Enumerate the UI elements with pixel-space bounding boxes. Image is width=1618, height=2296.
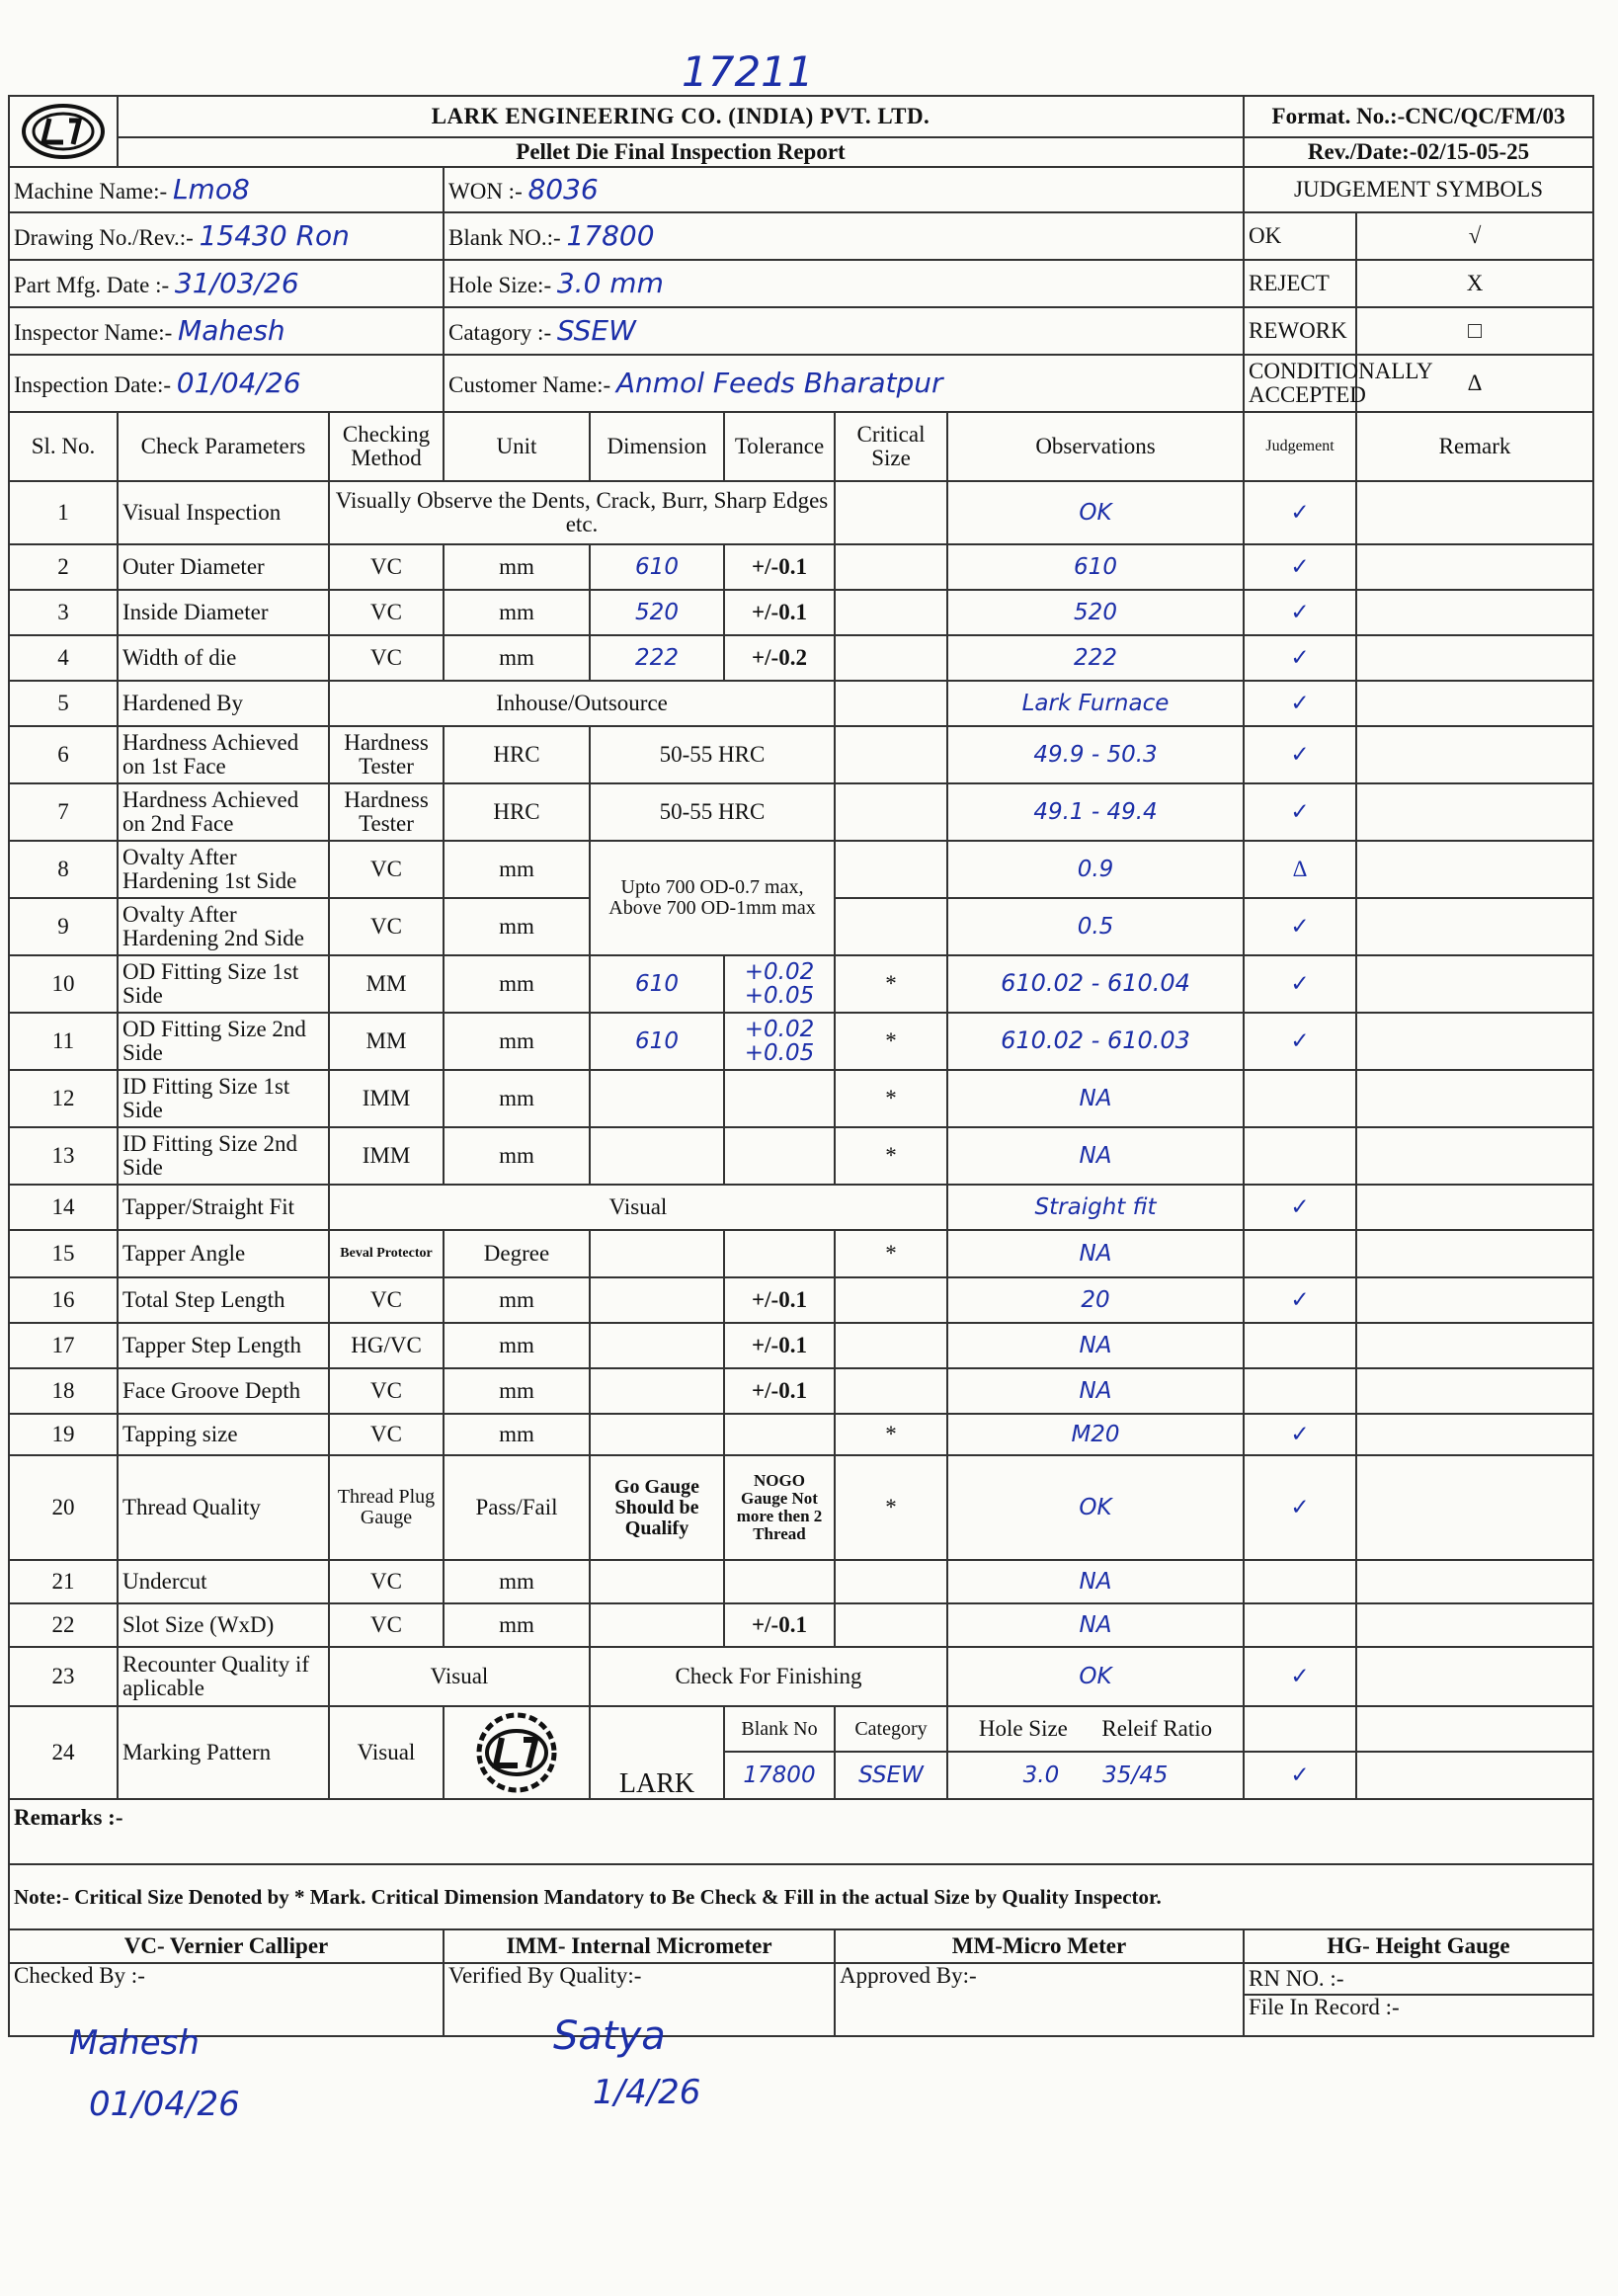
observation: NA bbox=[947, 1603, 1244, 1647]
judgement-mark: ✓ bbox=[1244, 1277, 1356, 1323]
dimension: Go Gauge Should be Qualify bbox=[590, 1455, 724, 1560]
check-parameter: Tapping size bbox=[118, 1414, 329, 1455]
row-number: 9 bbox=[9, 898, 118, 955]
ovalty-tolerance: Upto 700 OD-0.7 max, Above 700 OD-1mm max bbox=[590, 841, 835, 955]
revision-date: Rev./Date:-02/15-05-25 bbox=[1244, 137, 1593, 167]
unit: Pass/Fail bbox=[444, 1455, 590, 1560]
col-remark: Remark bbox=[1356, 412, 1593, 481]
table-row bbox=[9, 1277, 1593, 1323]
row-number: 18 bbox=[9, 1368, 118, 1414]
legend-imm: IMM- Internal Micrometer bbox=[444, 1929, 835, 1963]
row-number: 12 bbox=[9, 1070, 118, 1127]
check-parameter: OD Fitting Size 1st Side bbox=[118, 955, 329, 1013]
unit: mm bbox=[444, 590, 590, 635]
judgement-mark: ✓ bbox=[1244, 1752, 1356, 1799]
col-critical-size: Critical Size bbox=[835, 412, 947, 481]
symbol-rework-square: □ bbox=[1356, 307, 1593, 355]
table-row bbox=[9, 726, 1593, 783]
row-number: 13 bbox=[9, 1127, 118, 1185]
unit: mm bbox=[444, 841, 590, 898]
judgement-mark: ✓ bbox=[1244, 955, 1356, 1013]
observation: Straight fit bbox=[947, 1185, 1244, 1230]
observation: 610 bbox=[947, 544, 1244, 590]
company-logo bbox=[9, 96, 118, 167]
tolerance: +/-0.1 bbox=[724, 1323, 835, 1368]
table-row bbox=[9, 1185, 1593, 1230]
judgement-mark: ✓ bbox=[1244, 1647, 1356, 1706]
row-number: 14 bbox=[9, 1185, 118, 1230]
marking-category-header: Category bbox=[835, 1706, 947, 1752]
observation: 0.9 bbox=[947, 841, 1244, 898]
symbol-conditional-label: CONDITIONALLY ACCEPTED bbox=[1244, 355, 1356, 412]
marking-category-value: SSEW bbox=[835, 1752, 947, 1799]
inspector-name-field: Inspector Name:- Mahesh bbox=[9, 307, 444, 355]
critical-mark: * bbox=[835, 1230, 947, 1277]
dimension: 610 bbox=[590, 544, 724, 590]
row-number: 5 bbox=[9, 681, 118, 726]
file-in-record-label: File In Record :- bbox=[1244, 1995, 1593, 2036]
check-parameter: Inside Diameter bbox=[118, 590, 329, 635]
checking-method: MM bbox=[329, 955, 444, 1013]
unit: mm bbox=[444, 1323, 590, 1368]
marking-blank-value: 17800 bbox=[724, 1752, 835, 1799]
marking-lark-text: LARK bbox=[590, 1706, 724, 1799]
tolerance: +/-0.2 bbox=[724, 635, 835, 681]
table-row bbox=[9, 1647, 1593, 1706]
machine-name-field: Machine Name:- Lmo8 bbox=[9, 167, 444, 212]
table-row bbox=[9, 1706, 1593, 1752]
checking-method: IMM bbox=[329, 1127, 444, 1185]
table-row bbox=[9, 841, 1593, 898]
symbol-ok-label: OK bbox=[1244, 212, 1356, 260]
check-parameter: Tapper Angle bbox=[118, 1230, 329, 1277]
col-check-parameters: Check Parameters bbox=[118, 412, 329, 481]
judgement-mark: ✓ bbox=[1244, 898, 1356, 955]
table-row bbox=[9, 1455, 1593, 1560]
observation: NA bbox=[947, 1230, 1244, 1277]
table-row bbox=[9, 1560, 1593, 1603]
unit: mm bbox=[444, 1070, 590, 1127]
row-number: 3 bbox=[9, 590, 118, 635]
observation: NA bbox=[947, 1127, 1244, 1185]
company-name: LARK ENGINEERING CO. (INDIA) PVT. LTD. bbox=[118, 96, 1244, 137]
unit: mm bbox=[444, 1368, 590, 1414]
critical-mark: * bbox=[835, 955, 947, 1013]
inspection-date-field: Inspection Date:- 01/04/26 bbox=[9, 355, 444, 412]
checking-method: Beval Protector bbox=[329, 1230, 444, 1277]
observation: 0.5 bbox=[947, 898, 1244, 955]
col-checking-method: Checking Method bbox=[329, 412, 444, 481]
marking-blank-header: Blank No bbox=[724, 1706, 835, 1752]
blank-number-field: Blank NO.:- 17800 bbox=[444, 212, 1244, 260]
check-parameter: Total Step Length bbox=[118, 1277, 329, 1323]
unit: mm bbox=[444, 1414, 590, 1455]
row-number: 2 bbox=[9, 544, 118, 590]
unit: mm bbox=[444, 1603, 590, 1647]
checked-by-label: Checked By :- bbox=[9, 1963, 444, 2036]
judgement-mark: ✓ bbox=[1244, 681, 1356, 726]
check-parameter: Tapper/Straight Fit bbox=[118, 1185, 329, 1230]
judgement-mark: Δ bbox=[1244, 841, 1356, 898]
row-number: 7 bbox=[9, 783, 118, 841]
table-row bbox=[9, 1070, 1593, 1127]
check-parameter: ID Fitting Size 1st Side bbox=[118, 1070, 329, 1127]
critical-mark: * bbox=[835, 1013, 947, 1070]
checking-method: VC bbox=[329, 635, 444, 681]
category-field: Catagory :- SSEW bbox=[444, 307, 1244, 355]
judgement-mark: ✓ bbox=[1244, 726, 1356, 783]
unit: mm bbox=[444, 1013, 590, 1070]
table-row bbox=[9, 635, 1593, 681]
unit: HRC bbox=[444, 726, 590, 783]
judgement-mark: ✓ bbox=[1244, 1185, 1356, 1230]
note-text: Note:- Critical Size Denoted by * Mark. Critical Dimension Mandatory to Be Check & Fill in the actual Size by Quality Inspector. bbox=[9, 1864, 1593, 1929]
checking-method: VC bbox=[329, 841, 444, 898]
symbol-conditional-delta: Δ bbox=[1356, 355, 1593, 412]
checking-method: VC bbox=[329, 898, 444, 955]
row-number: 8 bbox=[9, 841, 118, 898]
checking-method: VC bbox=[329, 544, 444, 590]
table-row bbox=[9, 955, 1593, 1013]
handwritten-serial-number: 17211 bbox=[682, 47, 814, 96]
table-row bbox=[9, 681, 1593, 726]
checking-method: VC bbox=[329, 590, 444, 635]
judgement-mark: ✓ bbox=[1244, 1414, 1356, 1455]
judgement-mark: ✓ bbox=[1244, 544, 1356, 590]
checking-method: Thread Plug Gauge bbox=[329, 1455, 444, 1560]
check-parameter: Undercut bbox=[118, 1560, 329, 1603]
judgement-mark: ✓ bbox=[1244, 1455, 1356, 1560]
checked-by-signature: Mahesh bbox=[69, 2023, 200, 2063]
check-parameter: Marking Pattern bbox=[118, 1706, 329, 1799]
customer-name-field: Customer Name:- Anmol Feeds Bharatpur bbox=[444, 355, 1244, 412]
row-number: 1 bbox=[9, 481, 118, 544]
col-observations: Observations bbox=[947, 412, 1244, 481]
row-number: 4 bbox=[9, 635, 118, 681]
checking-method: Hardness Tester bbox=[329, 726, 444, 783]
row-number: 23 bbox=[9, 1647, 118, 1706]
observation: 49.9 - 50.3 bbox=[947, 726, 1244, 783]
judgement-mark: ✓ bbox=[1244, 1013, 1356, 1070]
inspection-form-table bbox=[8, 95, 1594, 2037]
tolerance: NOGO Gauge Not more then 2 Thread bbox=[724, 1455, 835, 1560]
checking-method: Visual bbox=[329, 1647, 590, 1706]
unit: Degree bbox=[444, 1230, 590, 1277]
legend-hg: HG- Height Gauge bbox=[1244, 1929, 1593, 1963]
check-description: Visual bbox=[329, 1185, 947, 1230]
tolerance: +/-0.1 bbox=[724, 1368, 835, 1414]
table-row bbox=[9, 481, 1593, 544]
won-field: WON :- 8036 bbox=[444, 167, 1244, 212]
unit: HRC bbox=[444, 783, 590, 841]
tolerance: +/-0.1 bbox=[724, 544, 835, 590]
col-dimension: Dimension bbox=[590, 412, 724, 481]
observation: NA bbox=[947, 1070, 1244, 1127]
observation: 520 bbox=[947, 590, 1244, 635]
check-parameter: Visual Inspection bbox=[118, 481, 329, 544]
unit: mm bbox=[444, 1560, 590, 1603]
col-tolerance: Tolerance bbox=[724, 412, 835, 481]
check-parameter: Hardened By bbox=[118, 681, 329, 726]
row-number: 10 bbox=[9, 955, 118, 1013]
row-number: 20 bbox=[9, 1455, 118, 1560]
table-row bbox=[9, 1414, 1593, 1455]
checking-method: Hardness Tester bbox=[329, 783, 444, 841]
observation: Lark Furnace bbox=[947, 681, 1244, 726]
check-parameter: OD Fitting Size 2nd Side bbox=[118, 1013, 329, 1070]
verified-by-label: Verified By Quality:- bbox=[444, 1963, 835, 2036]
tolerance: +/-0.1 bbox=[724, 1603, 835, 1647]
tolerance: +0.02 +0.05 bbox=[724, 1013, 835, 1070]
symbol-ok-check: √ bbox=[1356, 212, 1593, 260]
critical-mark: * bbox=[835, 1455, 947, 1560]
judgement-mark: ✓ bbox=[1244, 481, 1356, 544]
table-row bbox=[9, 1603, 1593, 1647]
table-row bbox=[9, 1013, 1593, 1070]
observation: 222 bbox=[947, 635, 1244, 681]
checking-method: HG/VC bbox=[329, 1323, 444, 1368]
table-row bbox=[9, 1230, 1593, 1277]
verified-by-date: 1/4/26 bbox=[593, 2073, 701, 2112]
checking-method: IMM bbox=[329, 1070, 444, 1127]
symbol-reject-label: REJECT bbox=[1244, 260, 1356, 307]
checking-method: VC bbox=[329, 1414, 444, 1455]
col-unit: Unit bbox=[444, 412, 590, 481]
report-title: Pellet Die Final Inspection Report bbox=[118, 137, 1244, 167]
check-parameter: Face Groove Depth bbox=[118, 1368, 329, 1414]
dimension-tolerance: 50-55 HRC bbox=[590, 726, 835, 783]
unit: mm bbox=[444, 955, 590, 1013]
check-parameter: Ovalty After Hardening 1st Side bbox=[118, 841, 329, 898]
checking-method: VC bbox=[329, 1560, 444, 1603]
check-parameter: Ovalty After Hardening 2nd Side bbox=[118, 898, 329, 955]
check-parameter: ID Fitting Size 2nd Side bbox=[118, 1127, 329, 1185]
checking-method: VC bbox=[329, 1368, 444, 1414]
observation: 49.1 - 49.4 bbox=[947, 783, 1244, 841]
unit: mm bbox=[444, 1127, 590, 1185]
observation: 20 bbox=[947, 1277, 1244, 1323]
judgement-symbols-title: JUDGEMENT SYMBOLS bbox=[1244, 167, 1593, 212]
col-sl-no: Sl. No. bbox=[9, 412, 118, 481]
checked-by-date: 01/04/26 bbox=[89, 2085, 240, 2124]
marking-hole-relief-values: 3.0 35/45 bbox=[947, 1752, 1244, 1799]
dimension: 610 bbox=[590, 1013, 724, 1070]
observation: NA bbox=[947, 1368, 1244, 1414]
check-parameter: Hardness Achieved on 2nd Face bbox=[118, 783, 329, 841]
legend-vc: VC- Vernier Calliper bbox=[9, 1929, 444, 1963]
table-row bbox=[9, 1368, 1593, 1414]
observation: NA bbox=[947, 1323, 1244, 1368]
table-row bbox=[9, 1127, 1593, 1185]
rn-number-label: RN NO. :- bbox=[1244, 1963, 1593, 1995]
dimension: 610 bbox=[590, 955, 724, 1013]
check-parameter: Outer Diameter bbox=[118, 544, 329, 590]
check-parameter: Tapper Step Length bbox=[118, 1323, 329, 1368]
dimension-tolerance: 50-55 HRC bbox=[590, 783, 835, 841]
judgement-mark: ✓ bbox=[1244, 590, 1356, 635]
row-number: 15 bbox=[9, 1230, 118, 1277]
row-number: 24 bbox=[9, 1706, 118, 1799]
marking-hole-relief-headers: Hole Size Releif Ratio bbox=[947, 1706, 1244, 1752]
row-number: 19 bbox=[9, 1414, 118, 1455]
row-number: 16 bbox=[9, 1277, 118, 1323]
critical-mark: * bbox=[835, 1127, 947, 1185]
dimension: 222 bbox=[590, 635, 724, 681]
critical-mark: * bbox=[835, 1070, 947, 1127]
checking-method: VC bbox=[329, 1277, 444, 1323]
observation: 610.02 - 610.04 bbox=[947, 955, 1244, 1013]
observation: 610.02 - 610.03 bbox=[947, 1013, 1244, 1070]
checking-method: MM bbox=[329, 1013, 444, 1070]
tolerance: +/-0.1 bbox=[724, 1277, 835, 1323]
format-number: Format. No.:-CNC/QC/FM/03 bbox=[1244, 96, 1593, 137]
approved-by-label: Approved By:- bbox=[835, 1963, 1244, 2036]
symbol-rework-label: REWORK bbox=[1244, 307, 1356, 355]
row-number: 11 bbox=[9, 1013, 118, 1070]
check-description: Check For Finishing bbox=[590, 1647, 947, 1706]
checking-method: VC bbox=[329, 1603, 444, 1647]
row-number: 17 bbox=[9, 1323, 118, 1368]
check-parameter: Thread Quality bbox=[118, 1455, 329, 1560]
dimension: 520 bbox=[590, 590, 724, 635]
check-parameter: Recounter Quality if aplicable bbox=[118, 1647, 329, 1706]
judgement-mark: ✓ bbox=[1244, 783, 1356, 841]
table-row bbox=[9, 590, 1593, 635]
unit: mm bbox=[444, 635, 590, 681]
row-number: 22 bbox=[9, 1603, 118, 1647]
observation: NA bbox=[947, 1560, 1244, 1603]
observation: OK bbox=[947, 1647, 1244, 1706]
observation: OK bbox=[947, 481, 1244, 544]
drawing-number-field: Drawing No./Rev.:- 15430 Ron bbox=[9, 212, 444, 260]
table-row bbox=[9, 544, 1593, 590]
tolerance: +/-0.1 bbox=[724, 590, 835, 635]
col-judgement: Judgement bbox=[1244, 412, 1356, 481]
checking-method: Visual bbox=[329, 1706, 444, 1799]
check-description: Inhouse/Outsource bbox=[329, 681, 835, 726]
unit: mm bbox=[444, 1277, 590, 1323]
critical-mark: * bbox=[835, 1414, 947, 1455]
unit: mm bbox=[444, 544, 590, 590]
check-parameter: Hardness Achieved on 1st Face bbox=[118, 726, 329, 783]
part-mfg-date-field: Part Mfg. Date :- 31/03/26 bbox=[9, 260, 444, 307]
check-parameter: Slot Size (WxD) bbox=[118, 1603, 329, 1647]
check-parameter: Width of die bbox=[118, 635, 329, 681]
tolerance: +0.02 +0.05 bbox=[724, 955, 835, 1013]
row-number: 21 bbox=[9, 1560, 118, 1603]
symbol-reject-x: X bbox=[1356, 260, 1593, 307]
observation: OK bbox=[947, 1455, 1244, 1560]
row-number: 6 bbox=[9, 726, 118, 783]
legend-mm: MM-Micro Meter bbox=[835, 1929, 1244, 1963]
hole-size-field: Hole Size:- 3.0 mm bbox=[444, 260, 1244, 307]
judgement-mark: ✓ bbox=[1244, 635, 1356, 681]
table-row bbox=[9, 1323, 1593, 1368]
check-description: Visually Observe the Dents, Crack, Burr, Sharp Edges etc. bbox=[329, 481, 835, 544]
marking-logo bbox=[444, 1706, 590, 1799]
table-row bbox=[9, 783, 1593, 841]
unit: mm bbox=[444, 898, 590, 955]
remarks-label: Remarks :- bbox=[9, 1799, 1593, 1864]
observation: M20 bbox=[947, 1414, 1244, 1455]
verified-by-signature: Satya bbox=[553, 2013, 666, 2059]
